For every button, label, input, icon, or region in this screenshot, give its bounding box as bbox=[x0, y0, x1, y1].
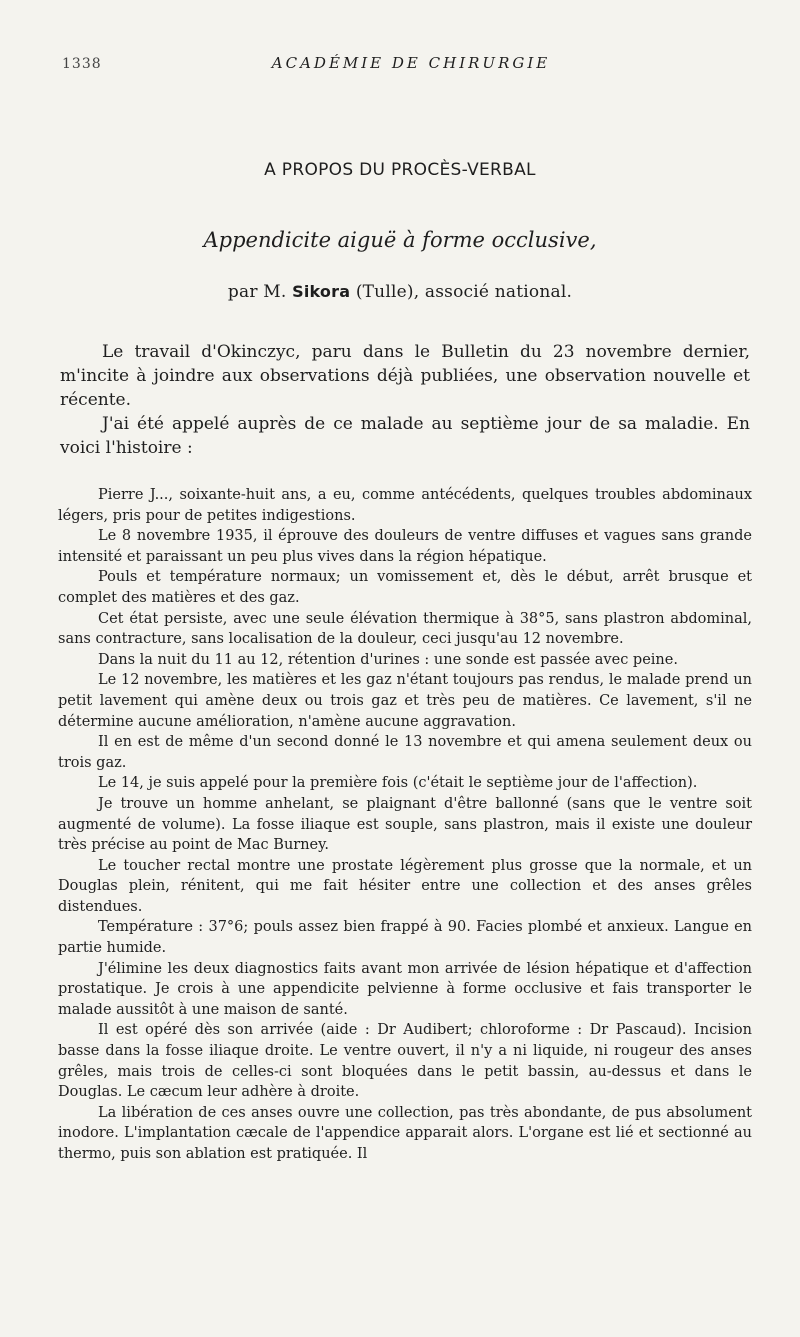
running-head bbox=[62, 54, 760, 76]
observation-paragraph: Le 8 novembre 1935, il éprouve des douleurs de ventre diffuses et vagues sans grande intensité et paraissant un peu plus vives dans la région hépatique. bbox=[58, 528, 752, 565]
byline-affiliation: (Tulle), associé national. bbox=[355, 282, 573, 302]
observation-paragraph: Il est opéré dès son arrivée (aide : Dr Audibert; chloroforme : Dr Pascaud). Incision basse dans la fosse iliaque droite. Le ventre ouvert, il n'y a ni liquide, ni rougeur des anses grêles, mais trois de celles-ci sont bloquées dans le petit bassin, au-dessus et dans le Douglas. Le cæcum leur adhère à droite. bbox=[58, 1022, 752, 1101]
intro-text bbox=[60, 340, 750, 460]
observation-paragraph: Dans la nuit du 11 au 12, rétention d'urines : une sonde est passée avec peine. bbox=[98, 651, 678, 668]
article-title: Appendicite aiguë à forme occlusive, bbox=[203, 228, 597, 252]
observation-paragraph: Je trouve un homme anhelant, se plaignant d'être ballonné (sans que le ventre soit augmenté de volume). La fosse iliaque est souple, sans plastron, mais il existe une douleur très précise au point de Mac Burney. bbox=[58, 795, 752, 854]
observation-paragraph: Le 14, je suis appelé pour la première fois (c'était le septième jour de l'affection). bbox=[98, 775, 698, 792]
intro-paragraph: J'ai été appelé auprès de ce malade au septième jour de sa maladie. En voici l'histoire : bbox=[60, 414, 750, 458]
journal-title: ACADÉMIE DE CHIRURGIE bbox=[271, 54, 551, 72]
observation-paragraph: La libération de ces anses ouvre une collection, pas très abondante, de pus absolument inodore. L'implantation cæcale de l'appendice apparait alors. L'organe est lié et sectionné au thermo, puis son ablation est pratiquée. Il bbox=[58, 1104, 752, 1162]
byline-prefix: par M. bbox=[227, 282, 287, 302]
byline bbox=[0, 282, 800, 302]
author-name: Sikora bbox=[292, 282, 351, 301]
observation-paragraph: J'élimine les deux diagnostics faits avant mon arrivée de lésion hépatique et d'affection prostatique. Je crois à une appendicite pelvienne à forme occlusive et fais transporter le malade aussitôt à une maison de santé. bbox=[58, 960, 752, 1018]
observation-paragraph: Le toucher rectal montre une prostate légèrement plus grosse que la normale, et un Douglas plein, rénitent, qui me fait hésiter entre une collection et des anses grêles distendues. bbox=[58, 857, 752, 915]
section-title: A PROPOS DU PROCÈS-VERBAL bbox=[264, 160, 536, 180]
observation-paragraph: Cet état persiste, avec une seule élévation thermique à 38°5, sans plastron abdominal, sans contracture, sans localisation de la douleur, ceci jusqu'au 12 novembre. bbox=[58, 610, 752, 648]
case-observation bbox=[58, 485, 752, 1165]
observation-paragraph: Pierre J..., soixante-huit ans, a eu, comme antécédents, quelques troubles abdominaux légers, pris pour de petites indigestions. bbox=[58, 487, 752, 524]
page-number: 1338 bbox=[62, 56, 102, 72]
intro-paragraph: Le travail d'Okinczyc, paru dans le Bulletin du 23 novembre dernier, m'incite à joindre aux observations déjà publiées, une observation nouvelle et récente. bbox=[60, 342, 750, 410]
observation-paragraph: Il en est de même d'un second donné le 13 novembre et qui amena seulement deux ou trois gaz. bbox=[58, 734, 752, 771]
observation-paragraph: Pouls et température normaux; un vomissement et, dès le début, arrêt brusque et complet des matières et des gaz. bbox=[58, 569, 752, 606]
observation-paragraph: Le 12 novembre, les matières et les gaz n'étant toujours pas rendus, le malade prend un petit lavement qui amène deux ou trois gaz et très peu de matières. Ce lavement, s'il ne détermine aucune amélioration, n'amène aucune aggravation. bbox=[58, 672, 752, 730]
observation-paragraph: Température : 37°6; pouls assez bien frappé à 90. Facies plombé et anxieux. Langue en partie humide. bbox=[58, 919, 752, 957]
